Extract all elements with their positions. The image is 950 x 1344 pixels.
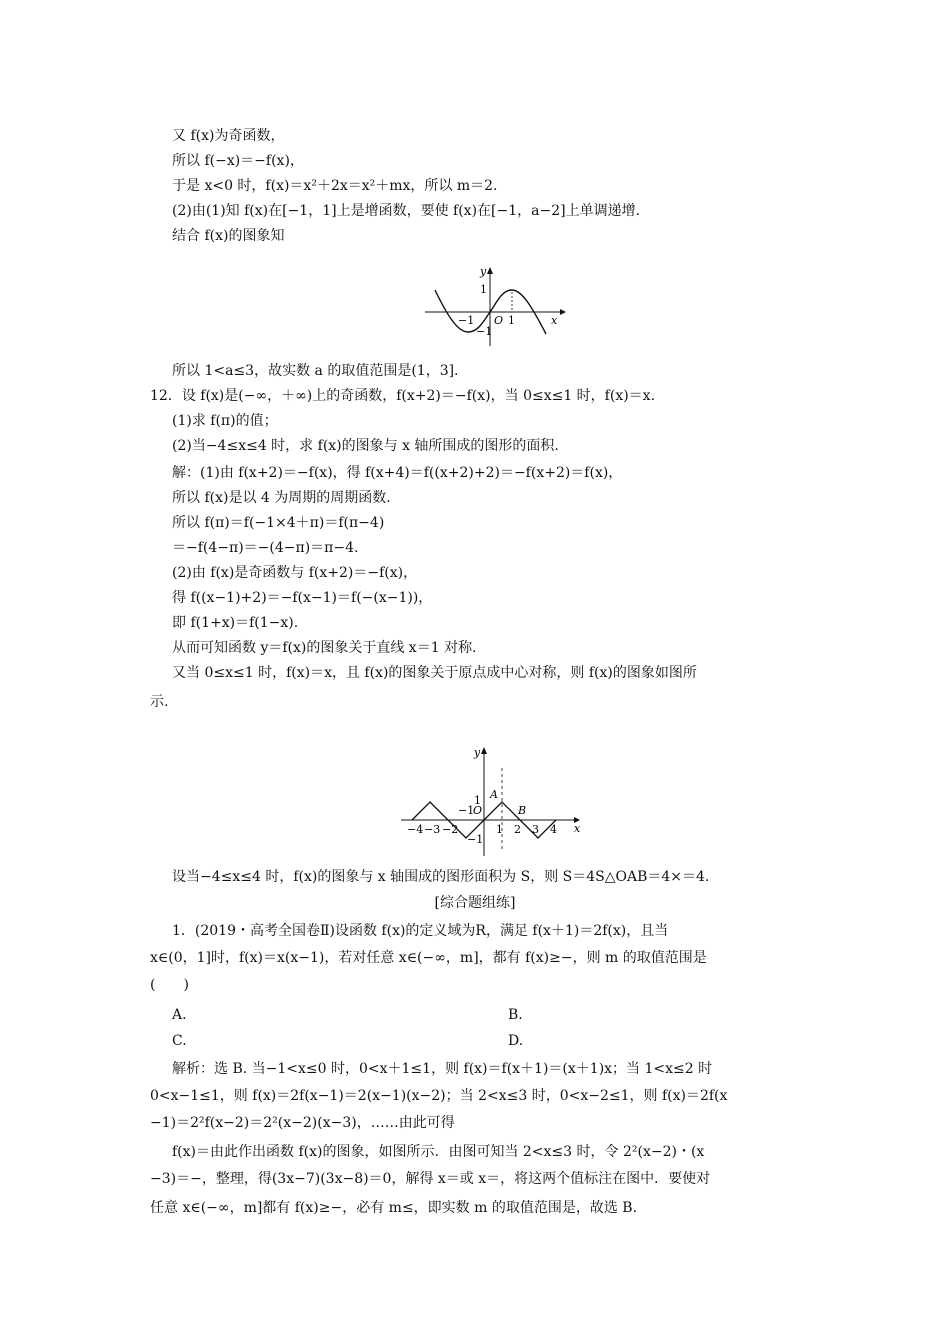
x-tick: 3	[532, 823, 539, 836]
option-b: B.	[508, 1007, 523, 1023]
text-line: −1)＝2²f(x−2)＝2²(x−2)(x−3)，……由此可得	[150, 1115, 455, 1131]
y-tick-pos: 1	[480, 283, 487, 296]
text-line: 示.	[150, 694, 169, 710]
text-line: 从而可知函数 y＝f(x)的图象关于直线 x＝1 对称.	[172, 640, 477, 656]
text-line: 即 f(1+x)＝f(1−x).	[172, 615, 299, 631]
option-d: D.	[508, 1033, 524, 1049]
problem-1-stem: 1．(2019・高考全国卷Ⅱ)设函数 f(x)的定义域为R，满足 f(x＋1)＝2f(x)，且当	[172, 923, 669, 939]
y-tick-neg: −1	[476, 325, 493, 338]
x-tick: −2	[442, 823, 459, 836]
text-line: (1)求 f(π)的值；	[172, 413, 278, 429]
problem-12-stem: 12．设 f(x)是(−∞，＋∞)上的奇函数，f(x+2)＝−f(x)，当 0≤x≤1 时，f(x)＝x.	[150, 388, 656, 404]
y-axis-label: y	[474, 746, 481, 759]
text-line: x∈(0，1]时，f(x)＝x(x−1)，若对任意 x∈(−∞，m]，都有 f(x)≥−，则 m 的取值范围是	[150, 950, 707, 966]
y-tick-neg: −1	[458, 804, 475, 817]
origin-label: O	[473, 804, 483, 817]
text-line: 所以 f(−x)＝−f(x)，	[172, 153, 304, 169]
text-line: 解析：选 B. 当−1<x≤0 时，0<x＋1≤1，则 f(x)＝f(x＋1)＝(x＋1)x；当 1<x≤2 时	[172, 1061, 713, 1077]
text-line: 解：(1)由 f(x+2)＝−f(x)，得 f(x+4)＝f((x+2)+2)＝−f(x+2)＝f(x)，	[172, 465, 623, 481]
function-graph-1	[420, 262, 570, 348]
x-axis-label: x	[574, 822, 581, 835]
y-tick-pos: 1	[474, 794, 481, 807]
text-line: 设当−4≤x≤4 时，f(x)的图象与 x 轴围成的图形面积为 S，则 S＝4S△OAB＝4×＝4.	[172, 869, 710, 885]
text-line: (2)当−4≤x≤4 时，求 f(x)的图象与 x 轴所围成的图形的面积.	[172, 438, 559, 454]
text-line: ＝−f(4−π)＝−(4−π)＝π−4.	[172, 540, 359, 556]
origin-label: O	[494, 314, 504, 327]
text-line: 任意 x∈(−∞，m]都有 f(x)≥−，必有 m≤，即实数 m 的取值范围是，故选 B.	[150, 1200, 638, 1216]
x-axis-label: x	[551, 314, 558, 327]
text-line: 所以 1<a≤3，故实数 a 的取值范围是(1，3].	[172, 363, 459, 379]
text-line: 得 f((x−1)+2)＝−f(x−1)＝f(−(x−1))，	[172, 590, 433, 606]
point-A-label: A	[490, 788, 498, 801]
x-tick: 4	[550, 823, 557, 836]
text-line: 又 f(x)为奇函数，	[172, 128, 285, 144]
text-line: −3)＝−，整理，得(3x−7)(3x−8)＝0，解得 x＝或 x＝，将这两个值标注在图中．要使对	[150, 1171, 711, 1187]
x-tick: −3	[424, 823, 441, 836]
answer-bracket: ( )	[150, 977, 189, 993]
text-line: 结合 f(x)的图象知	[172, 228, 285, 244]
y-axis-arrow	[481, 747, 487, 754]
text-line: f(x)＝由此作出函数 f(x)的图象，如图所示．由图可知当 2<x≤3 时，令 2²(x−2)・(x	[172, 1144, 705, 1160]
x-tick: 1	[496, 823, 503, 836]
y-axis-arrow	[487, 267, 493, 274]
text-line: 所以 f(π)＝f(−1×4＋π)＝f(π−4)	[172, 515, 385, 531]
x-tick-pos: 1	[508, 314, 515, 327]
section-heading: [综合题组练]	[434, 895, 516, 911]
text-line: (2)由(1)知 f(x)在[−1，1]上是增函数，要使 f(x)在[−1，a−2]上单调递增.	[172, 203, 641, 219]
x-axis-arrow	[560, 309, 566, 315]
text-line: 于是 x<0 时，f(x)＝x²＋2x＝x²＋mx，所以 m＝2.	[172, 178, 498, 194]
point-B-label: B	[518, 804, 527, 817]
text-line: (2)由 f(x)是奇函数与 f(x+2)＝−f(x)，	[172, 565, 418, 581]
option-c: C.	[172, 1033, 187, 1049]
x-tick-neg: −1	[458, 314, 475, 327]
function-graph-2	[398, 740, 588, 860]
text-line: 又当 0≤x≤1 时，f(x)＝x，且 f(x)的图象关于原点成中心对称，则 f(x)的图象如图所	[172, 665, 697, 681]
text-line: 0<x−1≤1，则 f(x)＝2f(x−1)＝2(x−1)(x−2)；当 2<x≤3 时，0<x−2≤1，则 f(x)＝2f(x	[150, 1088, 728, 1104]
text-line: 所以 f(x)是以 4 为周期的周期函数.	[172, 490, 391, 506]
x-tick: −4	[407, 823, 424, 836]
option-a: A.	[172, 1007, 187, 1023]
x-tick: 2	[514, 823, 521, 836]
x-tick: −1	[467, 833, 484, 846]
y-axis-label: y	[480, 265, 487, 278]
